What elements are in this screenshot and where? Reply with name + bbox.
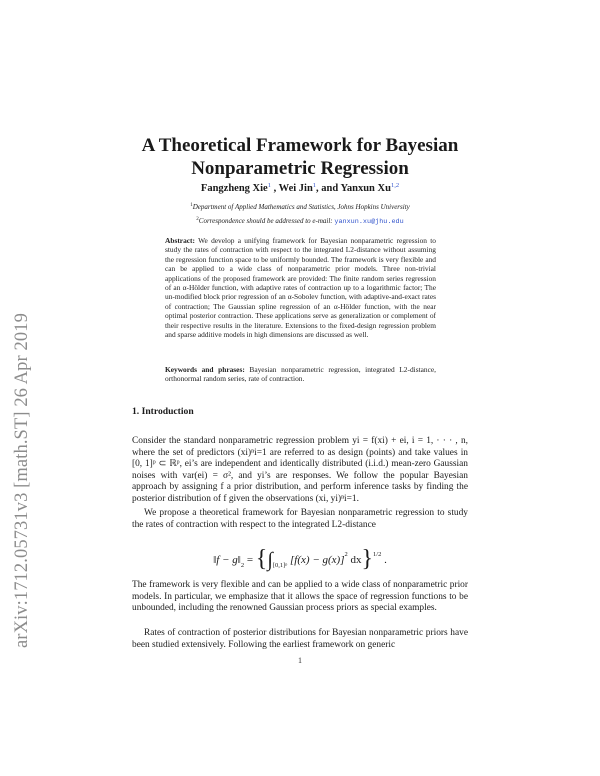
equation-equals: = <box>244 554 256 566</box>
affiliation-marker[interactable]: 1 <box>312 182 317 189</box>
arxiv-stamp <box>9 178 35 648</box>
integral-domain: [0,1]ᵖ <box>272 562 288 569</box>
correspondence <box>100 215 500 227</box>
correspondence-text: Correspondence should be addressed to e-mail: <box>198 217 335 225</box>
keywords <box>165 365 436 384</box>
affiliation-number: 1 <box>190 203 193 208</box>
affiliation-text: Department of Applied Mathematics and Statistics, Johns Hopkins University <box>192 203 410 211</box>
author-list <box>100 182 500 196</box>
equation-period: . <box>381 554 387 566</box>
affiliation-marker[interactable]: 1 <box>267 182 271 189</box>
paragraph: Rates of contraction of posterior distributions for Bayesian nonparametric priors have been studied extensively. Following the earliest framework on generic <box>132 628 468 650</box>
equation-close-brace: } <box>361 546 374 572</box>
abstract-text: We develop a unifying framework for Bayesian nonparametric regression to study the rates of contraction with respect to the integrated L2-distance without assuming the regression function space to be uniformly bounded. The framework is very flexible and can be applied to a wide class of nonparametric prior models. Three non-trivial applications of the proposed framework are provided: The finite random series regression of an α-Hölder function, with adaptive rates of contraction up to a logarithmic factor; The un-modified block prior regression of an α-Sobolev function, with adaptive-and-exact rates of contraction; The Gaussian spline regression of an α-Hölder function, with the near optimal posterior contraction. These applications serve as generalization or complement of their respective results in the literature. Extensions to the fixed-design regression problem and sparse additive models in high dimensions are discussed as well. <box>165 236 436 340</box>
author-name: , and Yanxun Xu <box>316 183 391 194</box>
equation-integrand: [f(x) − g(x)] <box>287 554 345 566</box>
title-line-1: A Theoretical Framework for Bayesian <box>141 135 459 156</box>
author-name: Fangzheng Xie <box>200 183 268 194</box>
equation-lhs-subscript: 2 <box>240 562 245 569</box>
author-name: , Wei Jin <box>273 183 313 194</box>
equation-power: 1/2 <box>373 551 382 558</box>
paragraph: We propose a theoretical framework for Bayesian nonparametric regression to study the rates of contraction with respect to the integrated L2-distance <box>132 508 468 530</box>
equation-square: 2 <box>344 551 348 558</box>
integral-sign: ∫ <box>267 549 273 571</box>
equation-lhs: ‖f − g‖ <box>213 554 241 566</box>
equation-open-brace: { <box>255 546 268 572</box>
correspondence-number: 2 <box>196 217 199 222</box>
paper-title <box>100 134 500 180</box>
section-heading: 1. Introduction <box>132 406 194 417</box>
abstract-label: Abstract: <box>165 236 195 245</box>
affiliation-marker[interactable]: 1,2 <box>390 182 400 189</box>
affiliation <box>100 201 500 212</box>
paragraph: The framework is very flexible and can be applied to a wide class of nonparametric prior models. In particular, we emphasize that it allows the space of regression functions to be unbounded, including the renowned Gaussian process priors as special examples. <box>132 580 468 614</box>
equation-differential: dx <box>347 554 362 566</box>
abstract <box>165 236 436 339</box>
keywords-text: Bayesian nonparametric regression, integrated L2-distance, orthonormal random series, rate of contraction. <box>165 365 437 384</box>
email-link[interactable]: yanxun.xu@jhu.edu <box>334 218 404 226</box>
arxiv-identifier: arXiv:1712.05731v3 [math.ST] 26 Apr 2019 <box>12 313 32 648</box>
title-line-2: Nonparametric Regression <box>191 158 409 179</box>
paragraph: Consider the standard nonparametric regression problem yi = f(xi) + ei, i = 1, · · · , n, where the set of predictors (xi)ⁿi=1 are referred to as design (points) and take values in [0, 1]ᵖ ⊂ ℝᵖ, ei’s are independent and identically distributed (i.i.d.) mean-zero Gaussian noises with var(ei) = σ², and yi’s are responses. We follow the popular Bayesian approach by assigning f a prior distribution, and perform inference tasks by finding the posterior distribution of f given the observations (xi, yi)ⁿi=1. <box>132 436 468 504</box>
page-number: 1 <box>298 656 302 665</box>
display-equation <box>132 536 468 574</box>
keywords-label: Keywords and phrases: <box>165 365 245 374</box>
